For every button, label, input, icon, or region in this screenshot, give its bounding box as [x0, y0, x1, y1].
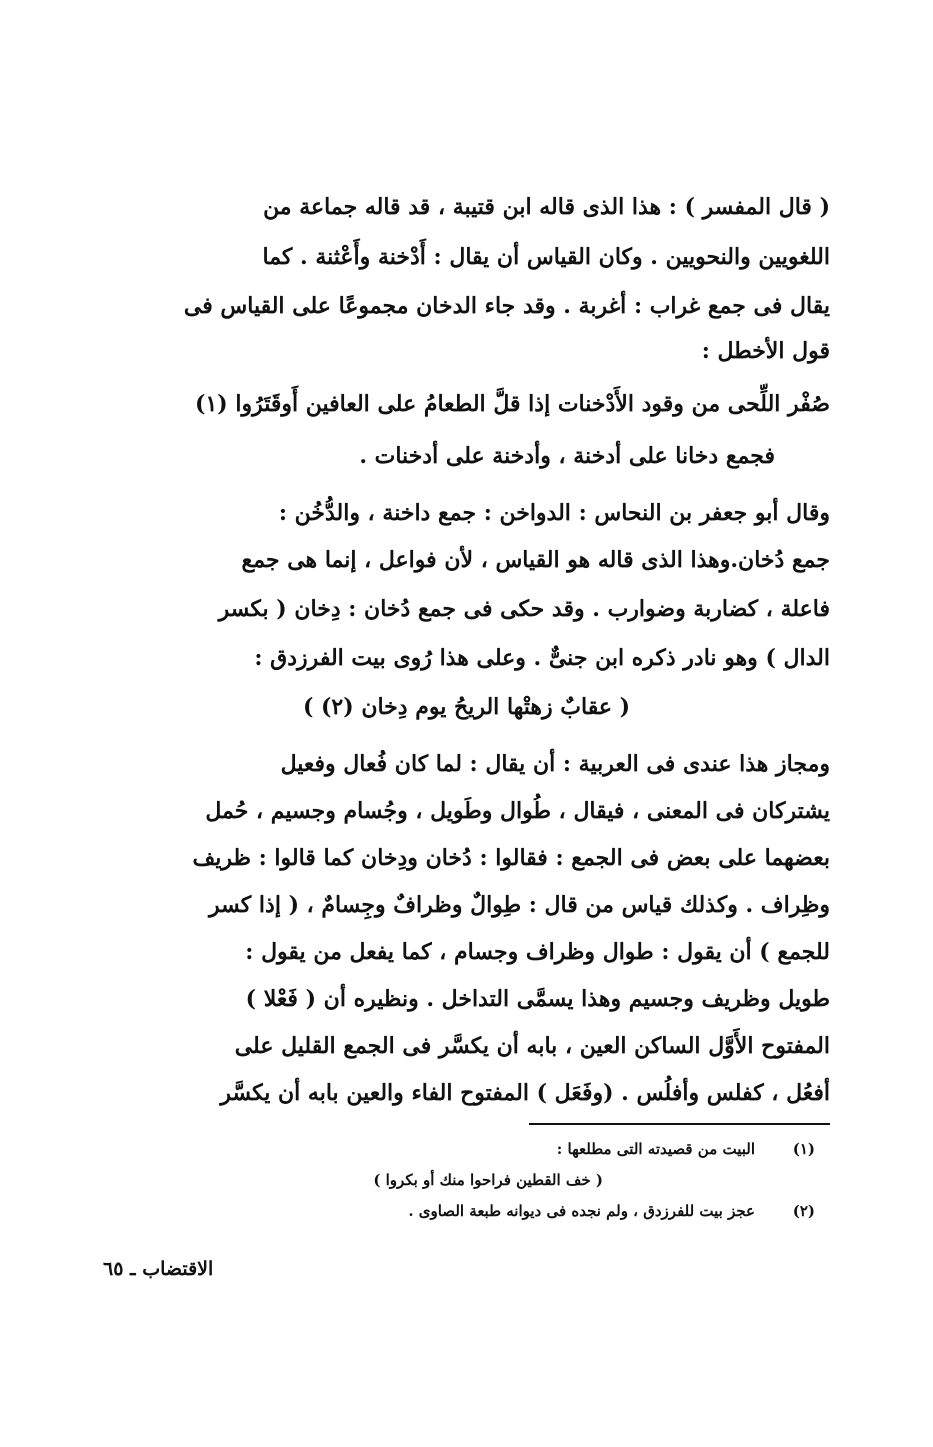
footnote-2-label: (٢) [792, 1202, 815, 1220]
footnote-1-verse: ( خف القطين فراحوا منك أو بكروا ) [373, 1171, 603, 1189]
text-line-12: ومجاز هذا عندى فى العربية : أن يقال : لما كان فُعال وفعيل [280, 751, 830, 777]
text-line-17: طويل وظريف وجسيم وهذا يسمَّى التداخل . ونظيره أن ( فَعْلا ) [245, 986, 830, 1012]
text-line-14: بعضهما على بعض فى الجمع : فقالوا : دُخان ودِخان كما قالوا : ظريف [192, 845, 830, 871]
text-line-4: قول الأخطل : [701, 338, 830, 364]
text-line-3: يقال فى جمع غراب : أغربة . وقد جاء الدخان مجموعًا على القياس فى [183, 293, 830, 319]
text-line-13: يشتركان فى المعنى ، فيقال ، طُوال وطَويل ، وجُسام وجسيم ، حُمل [205, 798, 830, 824]
footnote-separator [529, 1123, 830, 1125]
footnote-2-text: عجز بيت للفرزدق ، ولم نجده فى ديوانه طبعة الصاوى . [408, 1202, 755, 1220]
text-line-9: فاعلة ، كضاربة وضوارب . وقد حكى فى جمع دُخان : دِخان ( بكسر [218, 596, 830, 622]
footnote-1-label: (١) [792, 1140, 815, 1158]
footnote-1-text: البيت من قصيدته التى مطلعها : [556, 1140, 755, 1158]
text-line-2: اللغويين والنحويين . وكان القياس أن يقال : أَدْخنة وأَعْثنة . كما [262, 244, 830, 270]
page-footer: الاقتضاب ـ ٦٥ [103, 1258, 214, 1280]
text-line-1: ( قال المفسر ) : هذا الذى قاله ابن قتيبة ، قد قاله جماعة من [263, 194, 830, 220]
text-line-6: فجمع دخانا على أدخنة ، وأدخنة على أدخنات . [359, 443, 775, 469]
text-line-16: للجمع ) أن يقول : طوال وظراف وجسام ، كما يفعل من يقول : [245, 939, 830, 965]
text-line-7: وقال أبو جعفر بن النحاس : الدواخن : جمع داخنة ، والدُّخُن : [278, 500, 830, 526]
text-line-10: الدال ) وهو نادر ذكره ابن جنىٌّ . وعلى هذا رُوى بيت الفرزدق : [254, 645, 830, 671]
verse-line: صُفْر اللِّحى من وقود الأَدْخنات إذا قلَّ الطعامُ على العافين أَوقَتَرُوا (١) [195, 391, 830, 417]
text-line-19: أفعُل ، كفلس وأفلُس . (وفَعَل ) المفتوح الفاء والعين بابه أن يكسَّر [220, 1080, 830, 1106]
text-line-15: وظِراف . وكذلك قياس من قال : طِوالٌ وظرافٌ وجِسامٌ ، ( إذا كسر [209, 892, 830, 918]
text-line-8: جمع دُخان.وهذا الذى قاله هو القياس ، لأن فواعل ، إنما هى جمع [241, 547, 830, 573]
text-line-18: المفتوح الأَوَّل الساكن العين ، بابه أن يكسَّر فى الجمع القليل على [234, 1033, 830, 1059]
quoted-verse: ( عقابٌ زهتْها الريحُ يوم دِخان (٢) ) [302, 694, 631, 720]
